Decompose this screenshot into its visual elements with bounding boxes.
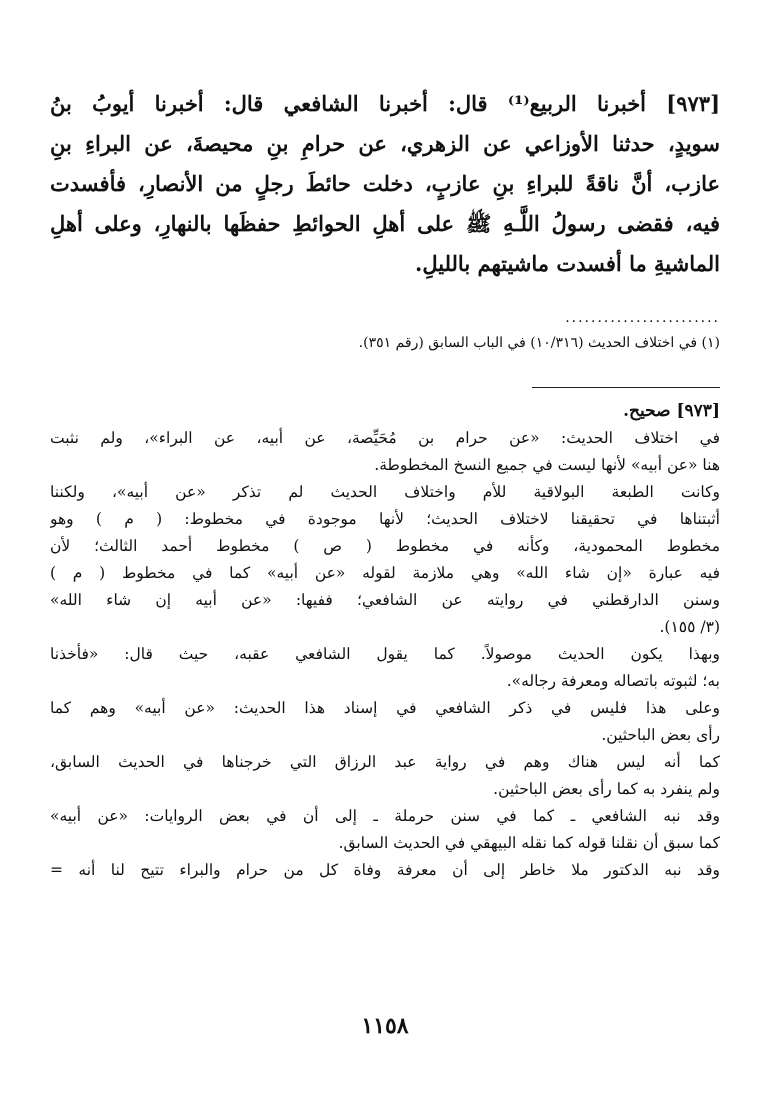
commentary-heading: [٩٧٣] صحيح. (623, 401, 720, 421)
commentary-line: وقد نبه الشافعي ـ كما في سنن حرملة ـ إلى أن في بعض الروايات: «عن أبيه» (50, 807, 720, 825)
commentary-line: مخطوط المحمودية، وكأنه في مخطوط ( ص ) مخطوط أحمد الثالث؛ لأن (50, 537, 720, 555)
commentary-line: رأى بعض الباحثين. (601, 726, 720, 744)
commentary-line: به؛ لثبوته باتصاله ومعرفة رجاله». (506, 672, 720, 690)
commentary-line: وقد نبه الدكتور ملا خاطر إلى أن معرفة وفاة كل من حرام والبراء تتيح لنا أنه = (50, 861, 720, 879)
hadith-text (50, 84, 720, 284)
hadith-line: [٩٧٣] أخبرنا الربيع⁽¹⁾ قال: أخبرنا الشافعي قال: أخبرنا أيوبُ بنُ (50, 91, 720, 116)
hadith-line: عازب، أنَّ ناقةً للبراءِ بنِ عازبٍ، دخلت حائطَ رجلٍ من الأنصارِ، فأفسدت (50, 171, 720, 196)
footnote: (١) في اختلاف الحديث (١٠/٣١٦) في الباب السابق (رقم ٣٥١). (358, 335, 720, 351)
commentary-line: وبهذا يكون الحديث موصولاً. كما يقول الشافعي عقبه، حيث قال: «فأخذنا (50, 645, 720, 663)
book-page (50, 0, 720, 1112)
commentary-text (50, 398, 720, 884)
commentary-line: في اختلاف الحديث: «عن حرام بن مُحَيِّصة، عن أبيه، عن البراء»، ولم نثبت (50, 429, 720, 447)
commentary-line: هنا «عن أبيه» لأنها ليست في جميع النسخ المخطوطة. (374, 456, 720, 474)
hadith-line: الماشيةِ ما أفسدت ماشيتهم بالليلِ. (415, 251, 720, 276)
footnote-separator: ........................ (565, 310, 720, 326)
commentary-line: وكانت الطبعة البولاقية للأم واختلاف الحديث لم تذكر «عن أبيه»، ولكننا (50, 483, 720, 501)
hadith-line: فيه، فقضى رسولُ اللَّـهِ ﷺ على أهلِ الحوائطِ حفظَها بالنهارِ، وعلى أهلِ (50, 211, 720, 236)
commentary-line: فيه عبارة «إن شاء الله» وهي ملازمة لقوله «عن أبيه» كما في مخطوط ( م ) (50, 564, 720, 582)
commentary-line: وعلى هذا فليس في ذكر الشافعي في إسناد هذا الحديث: «عن أبيه» وهم كما (50, 699, 720, 717)
commentary-line: كما أنه ليس هناك وهم في رواية عبد الرزاق التي خرجناها في الحديث السابق، (50, 753, 720, 771)
commentary-line: (٣/ ١٥٥). (659, 618, 720, 636)
commentary-line: كما سبق أن نقلنا قوله كما نقله البيهقي في الحديث السابق. (338, 834, 720, 852)
page-number: ١١٥٨ (361, 1013, 409, 1039)
commentary-line: ولم ينفرد به كما رأى بعض الباحثين. (493, 780, 720, 798)
section-divider (532, 387, 720, 388)
commentary-line: أثبتناها في تحقيقنا لاختلاف الحديث؛ لأنها موجودة في مخطوط: ( م ) وهو (50, 510, 720, 528)
commentary-line: وسنن الدارقطني في روايته عن الشافعي؛ ففيها: «عن أبيه إن شاء الله» (50, 591, 720, 609)
hadith-line: سويدٍ، حدثنا الأوزاعي عن الزهري، عن حرامِ بنِ محيصةَ، عن البراءِ بنِ (50, 131, 720, 156)
